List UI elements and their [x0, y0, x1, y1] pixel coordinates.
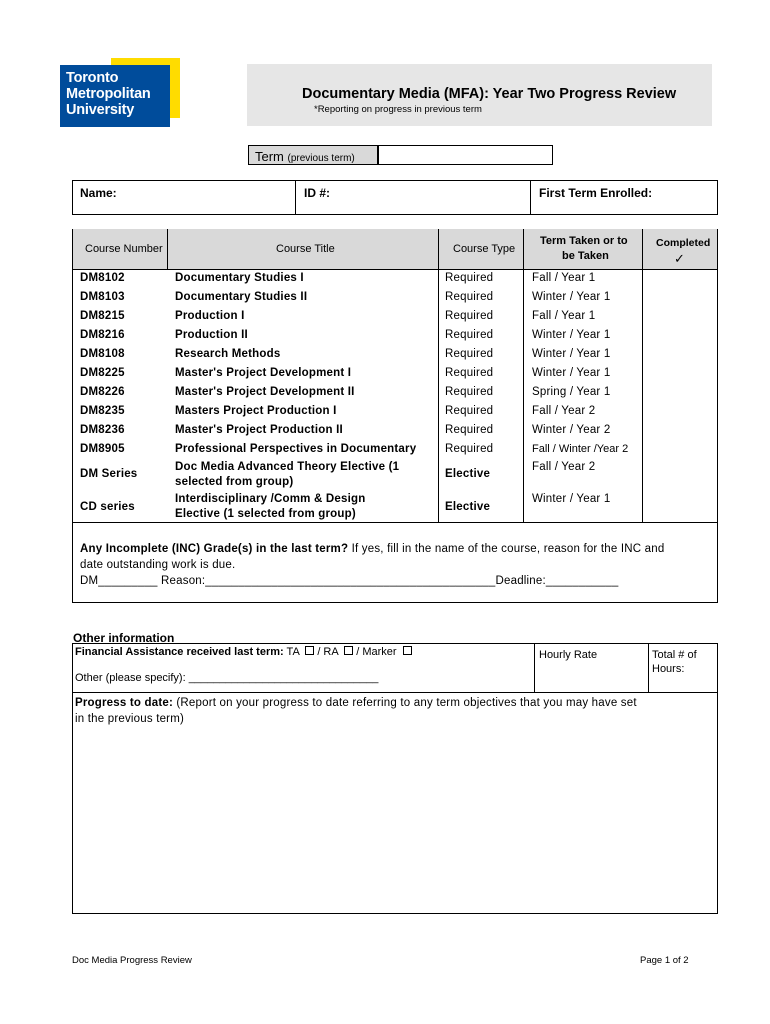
course-title: Master's Project Development II — [175, 386, 355, 398]
completed-cell[interactable] — [645, 347, 715, 363]
marker-label: / Marker — [353, 646, 397, 658]
column-divider — [642, 229, 643, 522]
checkmark-icon: ✓ — [674, 251, 685, 266]
progress-label: Progress to date: — [75, 697, 173, 709]
course-title: Masters Project Production I — [175, 405, 337, 417]
course-term: Winter / Year 1 — [532, 493, 611, 505]
completed-cell[interactable] — [645, 309, 715, 325]
header-course-type: Course Type — [453, 243, 516, 255]
incomplete-instruction-2: date outstanding work is due. — [80, 559, 236, 571]
course-title: Interdisciplinary /Comm & Design — [175, 493, 366, 505]
ta-label: TA — [283, 646, 300, 658]
term-label-text: Term — [255, 149, 284, 164]
column-divider — [523, 229, 524, 522]
term-input[interactable] — [378, 145, 553, 165]
completed-cell[interactable] — [645, 423, 715, 439]
first-term-label: First Term Enrolled: — [539, 186, 653, 200]
course-type: Required — [445, 329, 494, 341]
course-number: DM Series — [80, 468, 138, 480]
other-row-divider — [72, 692, 718, 693]
course-term: Winter / Year 1 — [532, 348, 611, 360]
course-term: Fall / Year 2 — [532, 405, 596, 417]
course-number: DM8216 — [80, 329, 125, 341]
course-term: Winter / Year 2 — [532, 424, 611, 436]
ra-checkbox-icon[interactable] — [344, 646, 353, 655]
column-divider — [438, 229, 439, 522]
course-type: Required — [445, 367, 494, 379]
progress-line-2: in the previous term) — [75, 713, 185, 725]
course-term: Winter / Year 1 — [532, 367, 611, 379]
header-course-number: Course Number — [85, 243, 163, 255]
course-term: Fall / Winter /Year 2 — [532, 443, 629, 455]
dm-field[interactable]: DM_________ — [80, 575, 158, 587]
course-title: Elective (1 selected from group) — [175, 508, 356, 520]
course-title: Research Methods — [175, 348, 281, 360]
term-label-note: (previous term) — [287, 153, 355, 164]
course-number: DM8103 — [80, 291, 125, 303]
completed-cell[interactable] — [645, 461, 715, 489]
course-type: Required — [445, 291, 494, 303]
term-label — [255, 149, 355, 164]
course-title: Production II — [175, 329, 248, 341]
course-title: Documentary Studies I — [175, 272, 304, 284]
course-number: DM8235 — [80, 405, 125, 417]
course-type: Required — [445, 310, 494, 322]
completed-cell[interactable] — [645, 442, 715, 458]
course-term: Winter / Year 1 — [532, 329, 611, 341]
completed-cell[interactable] — [645, 271, 715, 287]
header-term-line-1: Term Taken or to — [540, 235, 628, 247]
hourly-rate-label: Hourly Rate — [539, 649, 598, 661]
course-number: DM8905 — [80, 443, 125, 455]
id-label: ID #: — [304, 186, 331, 200]
reason-field[interactable]: Reason:____________________________________________ — [157, 575, 496, 587]
course-term: Spring / Year 1 — [532, 386, 611, 398]
completed-cell[interactable] — [645, 328, 715, 344]
course-type: Elective — [445, 501, 491, 513]
course-type: Required — [445, 443, 494, 455]
completed-cell[interactable] — [645, 290, 715, 306]
marker-checkbox-icon[interactable] — [403, 646, 412, 655]
page-title: Documentary Media (MFA): Year Two Progress Review — [302, 86, 677, 102]
course-type: Elective — [445, 468, 491, 480]
course-number: DM8226 — [80, 386, 125, 398]
course-type: Required — [445, 348, 494, 360]
course-title: selected from group) — [175, 476, 294, 488]
logo-line-1: Toronto — [66, 70, 119, 86]
course-title: Production I — [175, 310, 245, 322]
incomplete-question: Any Incomplete (INC) Grade(s) in the last term? — [80, 543, 349, 555]
financial-assistance-label: Financial Assistance received last term: — [75, 646, 284, 658]
total-hours-label-1: Total # of — [652, 649, 697, 661]
logo-line-2: Metropolitan — [66, 86, 151, 102]
name-label: Name: — [80, 186, 117, 200]
info-divider — [295, 180, 296, 215]
logo-line-3: University — [66, 102, 135, 118]
completed-cell[interactable] — [645, 492, 715, 520]
logo-text — [66, 70, 151, 118]
deadline-field[interactable]: Deadline:___________ — [495, 575, 619, 587]
course-number: DM8102 — [80, 272, 125, 284]
id-field[interactable] — [335, 182, 525, 212]
course-title: Master's Project Development I — [175, 367, 352, 379]
course-type: Required — [445, 405, 494, 417]
course-number: DM8225 — [80, 367, 125, 379]
other-divider — [648, 643, 649, 692]
incomplete-instruction: If yes, fill in the name of the course, reason for the INC and — [348, 543, 665, 555]
page-subtitle: *Reporting on progress in previous term — [314, 104, 482, 115]
completed-cell[interactable] — [645, 404, 715, 420]
other-specify-field[interactable]: Other (please specify): _______________________________ — [75, 672, 379, 684]
other-info-heading: Other information — [73, 631, 175, 645]
progress-line-1 — [75, 697, 637, 709]
course-number: DM8236 — [80, 424, 125, 436]
completed-cell[interactable] — [645, 385, 715, 401]
course-number: DM8215 — [80, 310, 125, 322]
header-course-title: Course Title — [276, 243, 335, 255]
first-term-field[interactable] — [540, 200, 710, 213]
header-term-line-2: be Taken — [562, 250, 609, 262]
ta-checkbox-icon[interactable] — [305, 646, 314, 655]
info-divider — [530, 180, 531, 215]
total-hours-label-2: Hours: — [652, 663, 685, 675]
course-number: DM8108 — [80, 348, 125, 360]
page-number: Page 1 of 2 — [640, 955, 689, 966]
name-field[interactable] — [120, 182, 290, 212]
progress-instruction: (Report on your progress to date referring to any term objectives that you may have set — [172, 697, 637, 709]
course-term: Fall / Year 1 — [532, 310, 596, 322]
header-divider — [72, 269, 718, 270]
course-type: Required — [445, 272, 494, 284]
incomplete-line-1 — [80, 541, 664, 557]
completed-cell[interactable] — [645, 366, 715, 382]
column-divider — [167, 229, 168, 269]
incomplete-section — [80, 541, 664, 589]
header-completed: Completed — [656, 237, 711, 249]
course-title: Documentary Studies II — [175, 291, 308, 303]
course-title: Doc Media Advanced Theory Elective (1 — [175, 461, 400, 473]
course-title: Professional Perspectives in Documentary — [175, 443, 417, 455]
ra-label: / RA — [314, 646, 339, 658]
course-title: Master's Project Production II — [175, 424, 343, 436]
progress-text-area[interactable] — [76, 732, 714, 910]
course-type: Required — [445, 424, 494, 436]
course-term: Fall / Year 1 — [532, 272, 596, 284]
financial-assistance-line — [75, 646, 412, 658]
course-number: CD series — [80, 501, 135, 513]
footer-title: Doc Media Progress Review — [72, 955, 192, 966]
table-body-divider — [72, 522, 718, 523]
course-term: Fall / Year 2 — [532, 461, 596, 473]
course-term: Winter / Year 1 — [532, 291, 611, 303]
course-type: Required — [445, 386, 494, 398]
other-divider — [534, 643, 535, 692]
incomplete-fields-line — [80, 573, 664, 589]
